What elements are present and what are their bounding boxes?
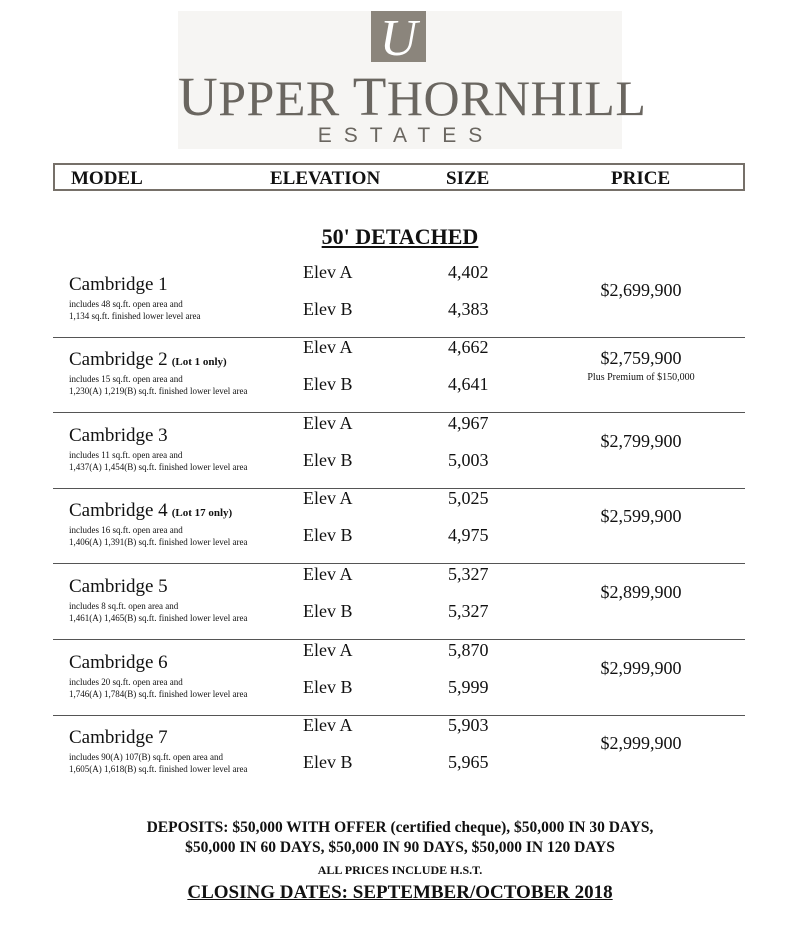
model-name: Cambridge 7 <box>69 727 168 748</box>
logo-monogram-icon <box>371 11 426 62</box>
elevation-a: Elev A <box>303 488 353 508</box>
model-description: includes 11 sq.ft. open area and 1,437(A) 1,454(B) sq.ft. finished lower level area <box>69 450 248 472</box>
size-a: 5,870 <box>448 640 489 660</box>
size-a: 5,327 <box>448 564 489 584</box>
deposits-note: DEPOSITS: $50,000 WITH OFFER (certified cheque), $50,000 IN 30 DAYS, $50,000 IN 60 DAYS, $50,000 IN 90 DAYS, $50,000 IN 120 DAYS <box>146 819 654 856</box>
model-description: includes 48 sq.ft. open area and 1,134 sq.ft. finished lower level area <box>69 299 201 321</box>
hst-note: ALL PRICES INCLUDE H.S.T. <box>317 863 483 877</box>
size-b: 5,965 <box>448 752 489 772</box>
model-name: Cambridge 4 (Lot 17 only) <box>69 500 233 521</box>
header-size: SIZE <box>446 168 490 189</box>
elevation-b: Elev B <box>303 525 353 545</box>
elevation-a: Elev A <box>303 413 353 433</box>
elevation-b: Elev B <box>303 374 353 394</box>
svg-text:U: U <box>379 11 418 62</box>
elevation-a: Elev A <box>303 715 353 735</box>
model-name: Cambridge 5 <box>69 576 168 597</box>
model-name: Cambridge 6 <box>69 652 168 673</box>
price: $2,599,900 <box>600 506 682 526</box>
size-a: 5,903 <box>448 715 489 735</box>
price: $2,899,900 <box>600 582 682 602</box>
price: $2,999,900 <box>600 658 682 678</box>
header-model: MODEL <box>71 168 143 189</box>
model-name: Cambridge 1 <box>69 274 168 295</box>
header-price: PRICE <box>611 168 671 189</box>
elevation-a: Elev A <box>303 337 353 357</box>
table-row <box>53 488 745 564</box>
model-name: Cambridge 3 <box>69 425 168 446</box>
size-a: 4,967 <box>448 413 489 433</box>
model-description: includes 16 sq.ft. open area and 1,406(A) 1,391(B) sq.ft. finished lower level area <box>69 525 248 547</box>
model-description: includes 90(A) 107(B) sq.ft. open area and 1,605(A) 1,618(B) sq.ft. finished lower level area <box>69 752 248 774</box>
price: $2,759,900 <box>600 348 682 368</box>
lot-note: (Lot 1 only) <box>171 356 227 368</box>
size-b: 5,003 <box>448 450 489 470</box>
price: $2,999,900 <box>600 733 682 753</box>
section-title: 50' DETACHED <box>321 224 479 249</box>
table-row <box>53 262 745 338</box>
logo-subtitle: ESTATES <box>317 124 495 147</box>
elevation-a: Elev A <box>303 564 353 584</box>
table-row <box>53 640 745 716</box>
elevation-b: Elev B <box>303 677 353 697</box>
elevation-a: Elev A <box>303 640 353 660</box>
table-row <box>53 413 745 489</box>
size-b: 4,641 <box>448 374 489 394</box>
elevation-b: Elev B <box>303 299 353 319</box>
logo-title: UPPER THORNHILL <box>178 66 647 127</box>
size-b: 5,327 <box>448 601 489 621</box>
table-row <box>53 715 745 791</box>
size-b: 4,975 <box>448 525 489 545</box>
size-b: 4,383 <box>448 299 489 319</box>
model-name: Cambridge 2 (Lot 1 only) <box>69 349 227 370</box>
elevation-a: Elev A <box>303 262 353 282</box>
model-description: includes 20 sq.ft. open area and 1,746(A) 1,784(B) sq.ft. finished lower level area <box>69 677 248 699</box>
lot-note: (Lot 17 only) <box>171 507 233 519</box>
header-elevation: ELEVATION <box>270 168 381 189</box>
table-row <box>53 337 745 413</box>
price-premium-note: Plus Premium of $150,000 <box>587 372 695 383</box>
model-description: includes 8 sq.ft. open area and 1,461(A) 1,465(B) sq.ft. finished lower level area <box>69 601 248 623</box>
size-a: 4,662 <box>448 337 489 357</box>
model-description: includes 15 sq.ft. open area and 1,230(A) 1,219(B) sq.ft. finished lower level area <box>69 374 248 396</box>
elevation-b: Elev B <box>303 450 353 470</box>
elevation-b: Elev B <box>303 752 353 772</box>
table-header <box>53 163 745 191</box>
closing-dates: CLOSING DATES: SEPTEMBER/OCTOBER 2018 <box>187 882 613 903</box>
price: $2,699,900 <box>600 280 682 300</box>
size-a: 4,402 <box>448 262 489 282</box>
table-row <box>53 564 745 640</box>
price: $2,799,900 <box>600 431 682 451</box>
size-b: 5,999 <box>448 677 489 697</box>
size-a: 5,025 <box>448 488 489 508</box>
elevation-b: Elev B <box>303 601 353 621</box>
